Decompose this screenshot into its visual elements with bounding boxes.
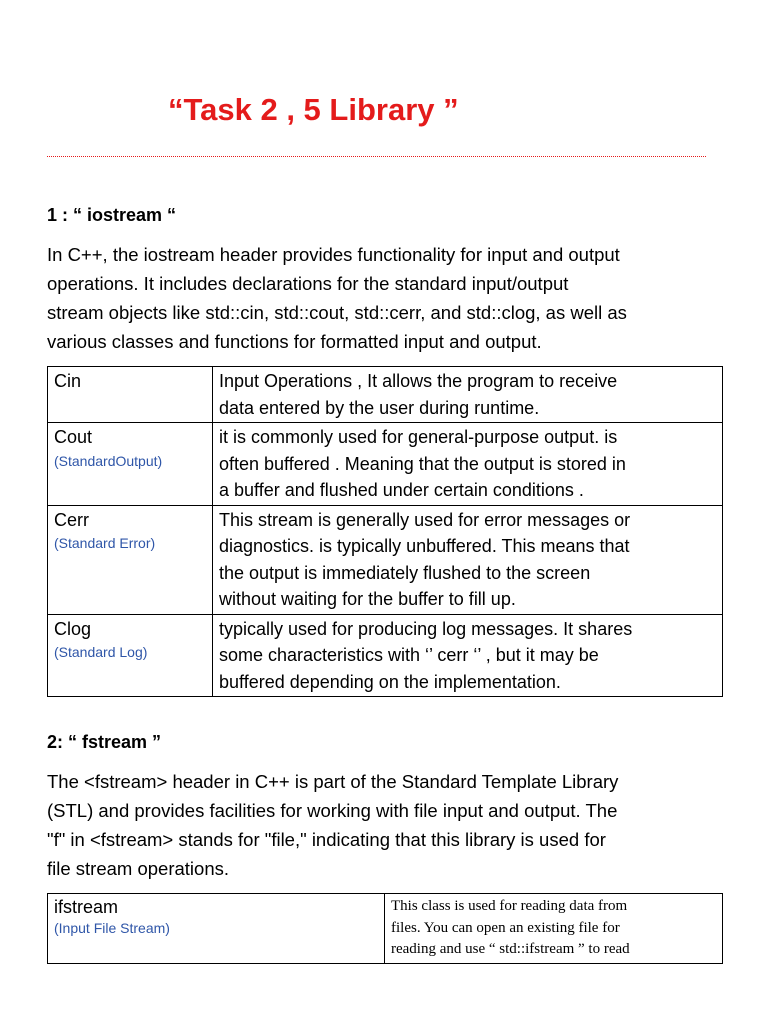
desc-line: often buffered . Meaning that the output is stored in xyxy=(219,453,626,474)
desc-line: it is commonly used for general-purpose output. is xyxy=(219,427,618,447)
table-cell-name xyxy=(48,614,213,697)
paragraph-line: "f" in <fstream> stands for "file," indicating that this library is used for xyxy=(47,829,606,850)
stream-name: Cout xyxy=(54,427,93,447)
table-row xyxy=(48,894,723,964)
stream-subtitle: (StandardOutput) xyxy=(54,452,163,469)
table-row xyxy=(48,614,723,697)
stream-subtitle: (Standard Log) xyxy=(54,644,148,660)
table-row xyxy=(48,367,723,423)
desc-line: diagnostics. is typically unbuffered. This means that xyxy=(219,536,630,556)
table-cell-name xyxy=(48,505,213,614)
table-cell-name xyxy=(48,423,213,506)
stream-name: ifstream xyxy=(54,897,119,917)
table-cell-desc xyxy=(213,505,723,614)
section-2-paragraph xyxy=(47,767,727,883)
table-cell-name xyxy=(48,367,213,423)
paragraph-line: In C++, the iostream header provides functionality for input and output xyxy=(47,244,620,265)
stream-subtitle: (Standard Error) xyxy=(54,535,156,551)
section-2-heading: 2: “ fstream ” xyxy=(47,732,162,752)
desc-line: This stream is generally used for error messages or xyxy=(219,509,631,530)
desc-line: files. You can open an existing file for xyxy=(391,919,620,936)
desc-line: the output is immediately flushed to the screen xyxy=(219,562,591,583)
table-row xyxy=(48,423,723,506)
iostream-table xyxy=(47,366,723,697)
paragraph-line: (STL) and provides facilities for working with file input and output. The xyxy=(47,800,618,821)
stream-name: Cin xyxy=(54,371,82,391)
stream-name: Cerr xyxy=(54,509,89,530)
section-1-paragraph xyxy=(47,240,727,356)
table-cell-desc xyxy=(385,894,723,964)
paragraph-line: The <fstream> header in C++ is part of the Standard Template Library xyxy=(47,771,619,792)
table-cell-desc xyxy=(213,423,723,506)
desc-line: without waiting for the buffer to fill up. xyxy=(219,589,516,609)
desc-line: This class is used for reading data from xyxy=(391,898,628,914)
paragraph-line: stream objects like std::cin, std::cout, std::cerr, and std::clog, as well as xyxy=(47,302,627,323)
desc-line: buffered depending on the implementation. xyxy=(219,671,561,692)
section-1-heading: 1 : “ iostream “ xyxy=(47,205,177,225)
desc-line: a buffer and flushed under certain conditions . xyxy=(219,480,584,500)
desc-line: some characteristics with ‘’ cerr ‘’ , but it may be xyxy=(219,645,599,665)
stream-subtitle: (Input File Stream) xyxy=(54,920,170,936)
desc-line: Input Operations , It allows the program to receive xyxy=(219,371,618,391)
table-cell-desc xyxy=(213,614,723,697)
title-divider xyxy=(47,156,706,157)
table-cell-name xyxy=(48,894,385,964)
page-title: “Task 2 , 5 Library ” xyxy=(168,92,459,127)
table-row xyxy=(48,505,723,614)
stream-name: Clog xyxy=(54,618,92,639)
paragraph-line: various classes and functions for formatted input and output. xyxy=(47,331,542,352)
fstream-table xyxy=(47,893,723,964)
paragraph-line: file stream operations. xyxy=(47,858,230,879)
table-cell-desc xyxy=(213,367,723,423)
desc-line: reading and use “ std::ifstream ” to read xyxy=(391,941,630,957)
desc-line: typically used for producing log messages. It shares xyxy=(219,618,633,639)
desc-line: data entered by the user during runtime. xyxy=(219,397,540,418)
paragraph-line: operations. It includes declarations for the standard input/output xyxy=(47,273,569,294)
